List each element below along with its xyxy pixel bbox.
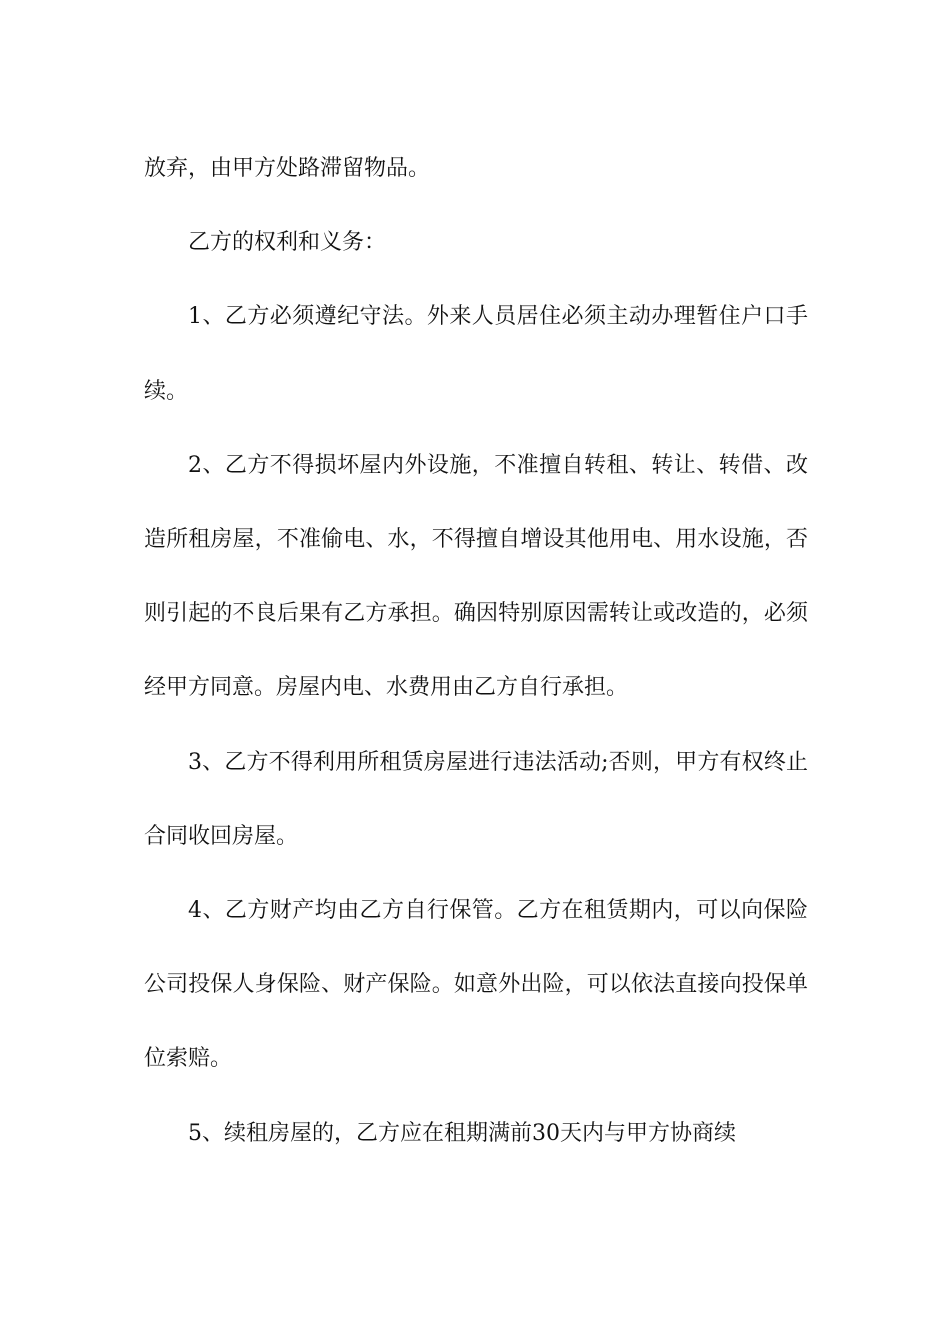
clause-3: 3、乙方不得利用所租赁房屋进行违法活动;否则，甲方有权终止合同收回房屋。 — [144, 749, 808, 849]
paragraph-continuation: 放弃，由甲方处路滞留物品。 — [144, 156, 431, 181]
clause-5: 5、续租房屋的，乙方应在租期满前30天内与甲方协商续 — [188, 1120, 736, 1146]
section-heading: 乙方的权利和义务： — [188, 230, 387, 256]
clause-1: 1、乙方必须遵纪守法。外来人员居住必须主动办理暂住户口手续。 — [144, 304, 808, 404]
document-body — [144, 132, 808, 1171]
clause-2: 2、乙方不得损坏屋内外设施，不准擅自转租、转让、转借、改造所租房屋，不准偷电、水，不得擅自增设其他用电、用水设施，否则引起的不良后果有乙方承担。确因特别原因需转让或改造的，必须经甲方同意。房屋内电、水费用由乙方自行承担。 — [144, 452, 808, 701]
clause-4: 4、乙方财产均由乙方自行保管。乙方在租赁期内，可以向保险公司投保人身保险、财产保险。如意外出险，可以依法直接向投保单位索赔。 — [144, 898, 808, 1072]
